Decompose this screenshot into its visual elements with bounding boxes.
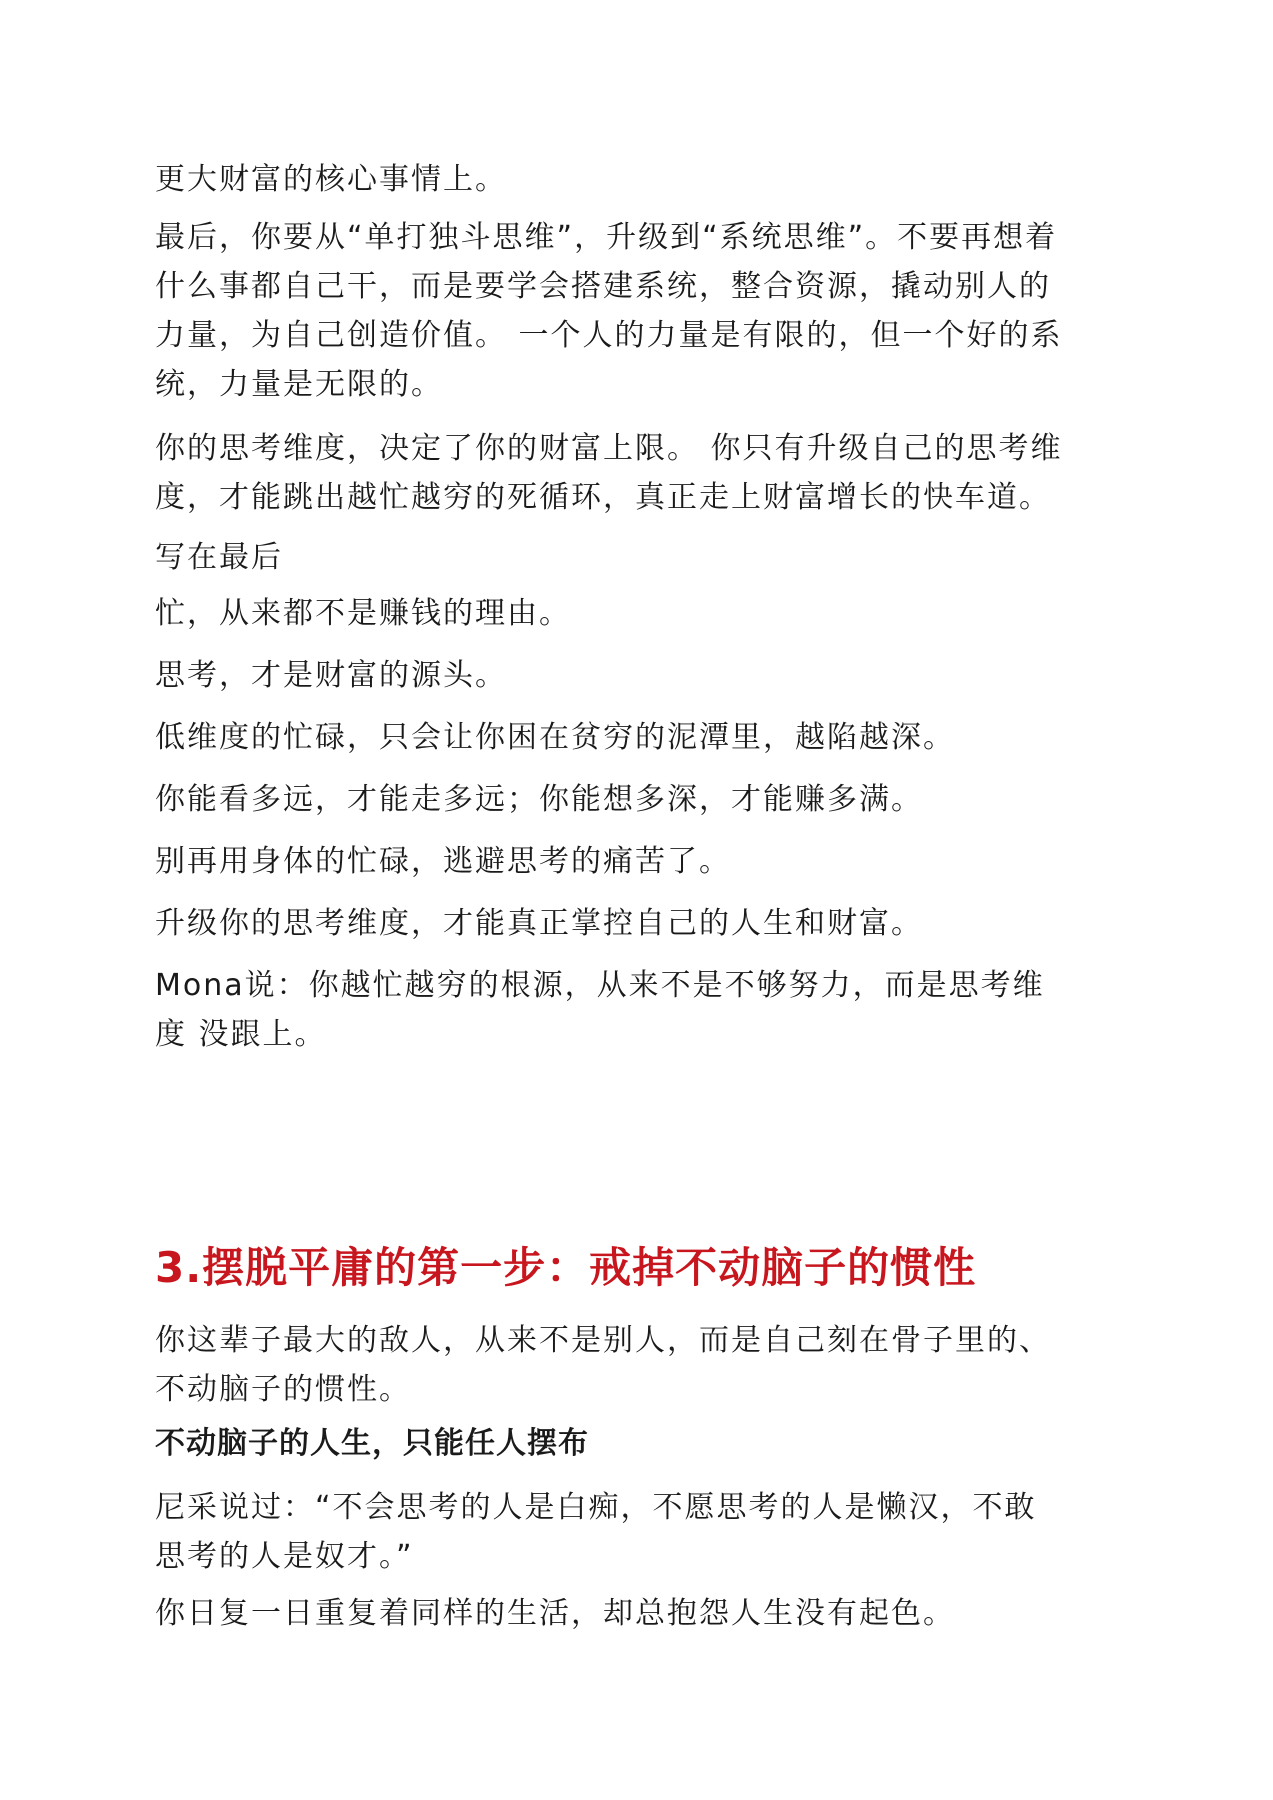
paragraph-8: 你能看多远，才能走多远；你能想多深，才能赚多满。	[155, 782, 923, 817]
paragraph-13-line: 尼采说过：“不会思考的人是白痴，不愿思考的人是懒汉，不敢	[155, 1490, 1037, 1525]
paragraph-2-line: 最后，你要从“单打独斗思维”，升级到“系统思维”。不要再想着	[155, 220, 1058, 255]
subheading: 不动脑子的人生，只能任人摆布	[155, 1426, 589, 1461]
paragraph-2-line: 力量，为自己创造价值。 一个人的力量是有限的，但一个好的系	[155, 318, 1063, 353]
paragraph-11-line: 度 没跟上。	[155, 1017, 327, 1052]
paragraph-5: 忙，从来都不是赚钱的理由。	[155, 596, 571, 631]
paragraph-9: 别再用身体的忙碌，逃避思考的痛苦了。	[155, 844, 731, 879]
paragraph-10: 升级你的思考维度，才能真正掌控自己的人生和财富。	[155, 906, 923, 941]
paragraph-12	[155, 1316, 1115, 1414]
paragraph-2-line: 什么事都自己干，而是要学会搭建系统，整合资源，撬动别人的	[155, 269, 1051, 304]
paragraph-3-line: 你的思考维度，决定了你的财富上限。 你只有升级自己的思考维	[155, 431, 1063, 466]
paragraph-2	[155, 213, 1115, 409]
paragraph-14: 你日复一日重复着同样的生活，却总抱怨人生没有起色。	[155, 1596, 955, 1631]
paragraph-12-line: 你这辈子最大的敌人，从来不是别人，而是自己刻在骨子里的、	[155, 1323, 1051, 1358]
paragraph-13-line: 思考的人是奴才。”	[155, 1539, 414, 1574]
paragraph-1: 更大财富的核心事情上。	[155, 162, 507, 197]
paragraph-7: 低维度的忙碌，只会让你困在贫穷的泥潭里，越陷越深。	[155, 720, 955, 755]
paragraph-2-line: 统，力量是无限的。	[155, 367, 443, 402]
paragraph-13	[155, 1483, 1115, 1581]
paragraph-6: 思考，才是财富的源头。	[155, 658, 507, 693]
paragraph-11-line: Mona说：你越忙越穷的根源，从来不是不够努力，而是思考维	[155, 968, 1045, 1003]
paragraph-3-line: 度，才能跳出越忙越穷的死循环，真正走上财富增长的快车道。	[155, 480, 1051, 515]
section-heading: 3.摆脱平庸的第一步：戒掉不动脑子的惯性	[155, 1243, 977, 1292]
paragraph-11	[155, 961, 1115, 1059]
paragraph-12-line: 不动脑子的惯性。	[155, 1372, 411, 1407]
paragraph-3	[155, 424, 1115, 522]
paragraph-4: 写在最后	[155, 540, 283, 575]
